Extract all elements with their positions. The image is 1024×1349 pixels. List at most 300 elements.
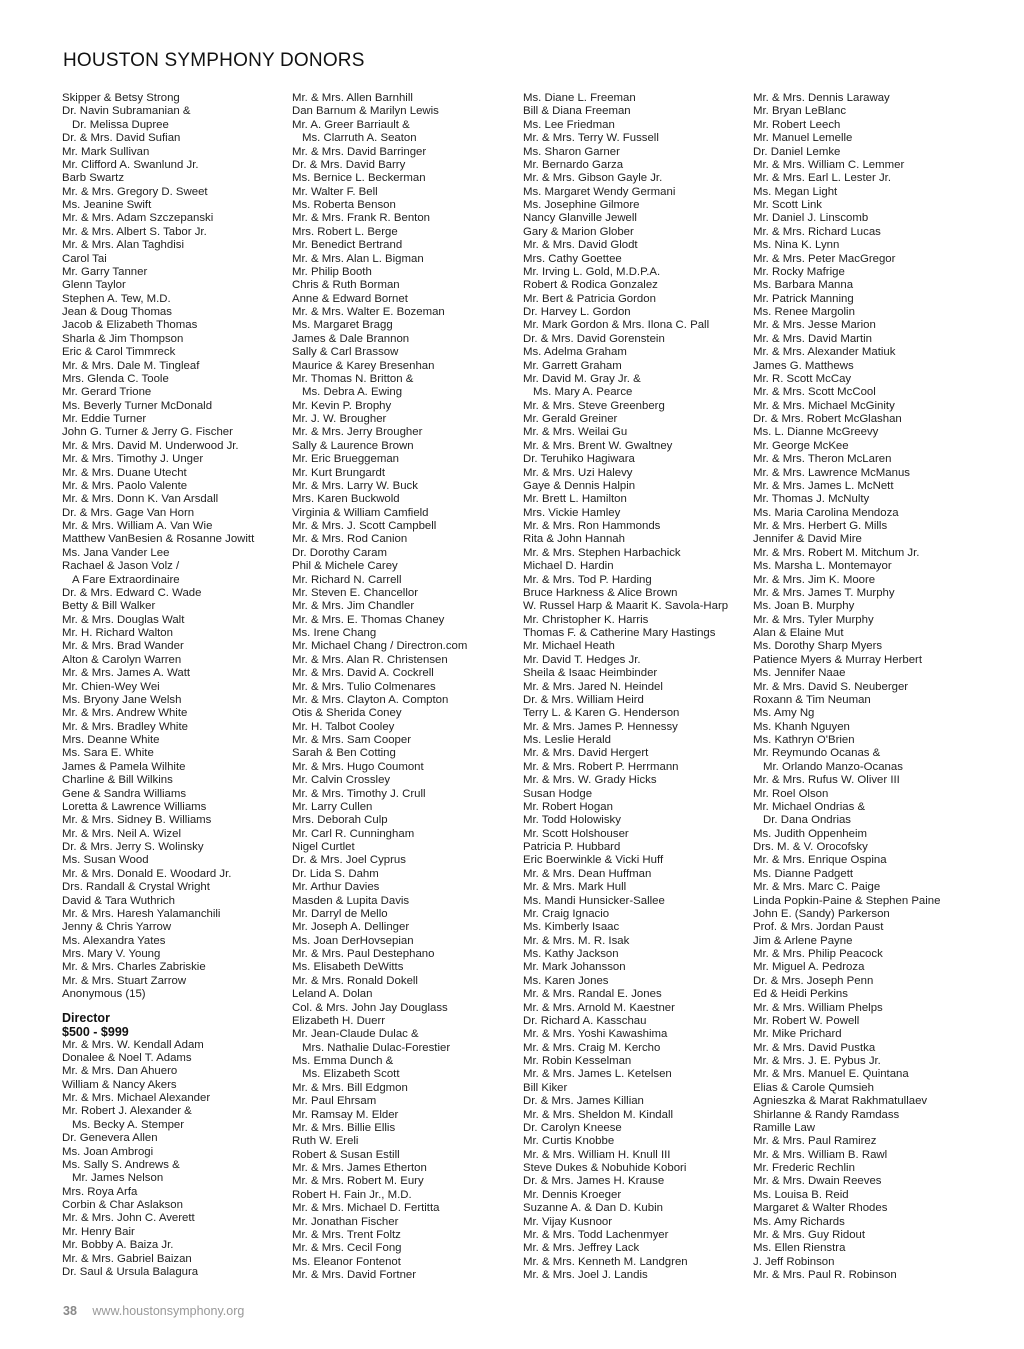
donor-entry: Mr. & Mrs. Donn K. Van Arsdall: [62, 493, 219, 506]
donor-entry: Mr. & Mrs. Terry W. Fussell: [523, 132, 659, 145]
donor-entry: Mr. Eddie Turner: [62, 413, 147, 425]
donor-entry: Mr. Robert W. Powell: [753, 1014, 860, 1027]
donor-entry: Ms. Leslie Herald: [523, 734, 611, 746]
donor-entry: Ms. Louisa B. Reid: [753, 1188, 849, 1201]
donor-entry: Mr. & Mrs. Duane Utecht: [62, 466, 187, 479]
donor-entry: Mr. & Mrs. Craig M. Kercho: [523, 1041, 661, 1054]
donor-entry-continued: Mr. Orlando Manzo-Ocanas: [763, 760, 903, 773]
donor-entry: Mrs. Deborah Culp: [292, 814, 388, 827]
donor-entry: Ms. Maria Carolina Mendoza: [753, 506, 899, 519]
donor-entry: Ms. Josephine Gilmore: [523, 199, 640, 211]
donor-entry: Jim & Arlene Payne: [753, 934, 853, 947]
donor-entry: Mr. & Mrs. Randal E. Jones: [523, 988, 662, 1001]
donor-entry: John G. Turner & Jerry G. Fischer: [62, 426, 233, 439]
donor-entry: Mr. & Mrs. Michael Alexander: [62, 1092, 211, 1104]
donor-entry: Mr. & Mrs. William H. Knull III: [523, 1148, 671, 1161]
donor-entry: Roxann & Tim Neuman: [753, 693, 871, 706]
donor-entry: Ms. Megan Light: [753, 185, 838, 198]
donor-entry: Maurice & Karey Bresenhan: [292, 359, 435, 372]
donor-entry: Mr. Larry Cullen: [292, 800, 373, 813]
donor-entry: Mr. & Mrs. Larry W. Buck: [292, 479, 418, 492]
donor-entry: Mr. Michael Heath: [523, 640, 615, 653]
donor-entry: Mr. & Mrs. Kenneth M. Landgren: [523, 1255, 688, 1268]
donor-entry: Dr. Dorothy Caram: [292, 546, 387, 559]
donor-entry: Mr. & Mrs. Billie Ellis: [292, 1121, 396, 1134]
donor-entry: Mr. Robert Hogan: [523, 800, 613, 813]
donor-entry: Ms. Joan B. Murphy: [753, 600, 855, 613]
donor-entry: Stephen A. Tew, M.D.: [62, 292, 171, 305]
donor-entry: Dr. Daniel Lemke: [753, 145, 841, 158]
donor-entry: Mr. & Mrs. Brent W. Gwaltney: [523, 439, 673, 452]
donor-entry: Mr. & Mrs. Rufus W. Oliver III: [753, 774, 900, 787]
donor-entry: Mr. & Mrs. Alexander Matiuk: [753, 346, 896, 359]
donor-entry: Ms. Roberta Benson: [292, 199, 396, 211]
donor-entry-continued: Ms. Clarruth A. Seaton: [302, 132, 417, 145]
donor-entry: Mr. H. Richard Walton: [62, 627, 173, 639]
donor-entry: Bill & Diana Freeman: [523, 105, 631, 118]
donor-entry: Matthew VanBesien & Rosanne Jowitt: [62, 533, 255, 546]
donor-entry: Ms. Karen Jones: [523, 974, 609, 987]
donor-entry: Chris & Ruth Borman: [292, 279, 400, 292]
donor-entry: Mr. & Mrs. David Glodt: [523, 239, 638, 252]
donor-entry: Mr. Irving L. Gold, M.D.P.A.: [523, 265, 661, 278]
donor-entry: James G. Matthews: [753, 359, 854, 372]
donor-entry: Mr. & Mrs. James A. Watt: [62, 667, 191, 680]
donor-entry: Mrs. Cathy Goettee: [523, 252, 622, 265]
donor-entry: Mr. Kevin P. Brophy: [292, 399, 392, 412]
donor-entry: Ms. Bryony Jane Welsh: [62, 693, 182, 706]
donor-entry: William & Nancy Akers: [62, 1078, 177, 1091]
donor-entry: Mr. Frederic Rechlin: [753, 1162, 855, 1174]
website-url: www.houstonsymphony.org: [92, 1304, 245, 1318]
donor-entry: Mr. & Mrs. Albert S. Tabor Jr.: [62, 225, 207, 238]
donor-entry: Rita & John Hannah: [523, 533, 625, 546]
donor-entry: Mr. Clifford A. Swanlund Jr.: [62, 158, 199, 171]
donor-entry: Ms. Khanh Nguyen: [753, 720, 850, 733]
donor-entry: Mr. & Mrs. David Pustka: [753, 1041, 876, 1054]
donor-column-4: [753, 92, 973, 1282]
donor-entry: Steve Dukes & Nobuhide Kobori: [523, 1162, 687, 1174]
donor-entry: Betty & Bill Walker: [62, 600, 156, 613]
donor-entry: Dr. Teruhiko Hagiwara: [523, 453, 635, 466]
donor-entry: Mr. & Mrs. Gibson Gayle Jr.: [523, 172, 663, 185]
donor-entry: Mrs. Deanne White: [62, 734, 160, 746]
donor-entry: Gene & Sandra Williams: [62, 787, 187, 800]
donor-entry: Mr. Philip Booth: [292, 265, 372, 278]
donor-column-2: [292, 92, 520, 1282]
donor-entry: Mr. & Mrs. Scott McCool: [753, 386, 876, 399]
donor-entry: Jennifer & David Mire: [753, 533, 862, 546]
donor-entry: Mr. & Mrs. James T. Murphy: [753, 586, 895, 599]
donor-entry: Phil & Michele Carey: [292, 560, 398, 573]
donor-entry: Dr. & Mrs. Robert McGlashan: [753, 413, 902, 425]
donor-entry: Mr. & Mrs. William B. Rawl: [753, 1148, 888, 1161]
donor-entry: Mrs. Vickie Hamley: [523, 506, 621, 519]
section-range: $500 - $999: [62, 1024, 129, 1039]
donor-entry: Anne & Edward Bornet: [292, 292, 408, 305]
donor-entry: Ms. Dorothy Sharp Myers: [753, 640, 883, 653]
donor-entry: Mr. Carl R. Cunningham: [292, 827, 415, 840]
donor-entry: Robert H. Fain Jr., M.D.: [292, 1188, 412, 1201]
donor-entry: Mr. & Mrs. Theron McLaren: [753, 453, 892, 466]
donor-entry: Mr. & Mrs. Rod Canion: [292, 533, 408, 546]
donor-entry: Ms. Kimberly Isaac: [523, 921, 620, 934]
donor-entry: Ms. Marsha L. Montemayor: [753, 560, 892, 573]
donor-entry: Mr. Mark Gordon & Mrs. Ilona C. Pall: [523, 319, 710, 332]
donor-entry: Ms. Ellen Rienstra: [753, 1242, 846, 1255]
donor-entry: Mr. Garry Tanner: [62, 265, 148, 278]
donor-entry: Mr. & Mrs. David Martin: [753, 332, 872, 345]
donor-entry: Mr. & Mrs. Jim Chandler: [292, 600, 415, 613]
donor-entry-continued: Mrs. Nathalie Dulac-Forestier: [302, 1041, 451, 1054]
donor-entry: Ms. Bernice L. Beckerman: [292, 172, 426, 185]
donor-entry: Mr. Benedict Bertrand: [292, 239, 403, 252]
donor-entry: Mr. Robert J. Alexander &: [62, 1105, 192, 1118]
donor-entry: Mr. & Mrs. James L. Ketelsen: [523, 1068, 672, 1081]
donor-entry: Rachael & Jason Volz /: [62, 560, 180, 573]
donor-entry: Mr. Michael Chang / Directron.com: [292, 640, 468, 653]
donor-entry: Dr. Carolyn Kneese: [523, 1121, 622, 1134]
donor-entry: Masden & Lupita Davis: [292, 894, 410, 907]
donor-entry: Mr. & Mrs. William A. Van Wie: [62, 520, 213, 532]
donor-entry: Mr. & Mrs. Neil A. Wizel: [62, 827, 181, 840]
donor-entry: Dr. & Mrs. David Sufian: [62, 132, 181, 145]
donor-entry: Ms. Eleanor Fontenot: [292, 1255, 401, 1268]
donor-entry: Linda Popkin-Paine & Stephen Paine: [753, 894, 941, 907]
donor-entry: Mr. Steven E. Chancellor: [292, 586, 418, 599]
donor-entry: Ms. Amy Richards: [753, 1215, 845, 1228]
donor-entry: Mr. Dennis Kroeger: [523, 1188, 622, 1201]
donor-entry: Mr. & Mrs. Donald E. Woodard Jr.: [62, 867, 232, 880]
donor-entry: Sharla & Jim Thompson: [62, 332, 184, 345]
donor-entry: Dr. & Mrs. James Killian: [523, 1095, 644, 1108]
donor-entry: Mr. & Mrs. J. E. Pybus Jr.: [753, 1055, 881, 1067]
donor-entry: Mr. & Mrs. Frank R. Benton: [292, 212, 430, 225]
donor-entry: Mr. & Mrs. James Etherton: [292, 1162, 427, 1174]
donor-entry: Jenny & Chris Yarrow: [62, 921, 172, 934]
donor-entry: Dr. & Mrs. James H. Krause: [523, 1175, 665, 1188]
donor-entry: Mr. & Mrs. Dwain Reeves: [753, 1175, 882, 1188]
donor-entry: Mr. & Mrs. Jim K. Moore: [753, 573, 876, 586]
donor-entry: Mr. & Mrs. Robert P. Herrmann: [523, 760, 679, 773]
donor-entry: Mr. Eric Brueggeman: [292, 453, 399, 466]
donor-entry: Ms. Sally S. Andrews &: [62, 1158, 180, 1171]
donor-entry: Mr. H. Talbot Cooley: [292, 720, 395, 733]
donor-entry: Mr. Calvin Crossley: [292, 774, 391, 787]
donor-entry: Mr. & Mrs. Walter E. Bozeman: [292, 306, 445, 318]
donor-entry: Ms. Renee Margolin: [753, 306, 855, 318]
donor-entry-continued: A Fare Extraordinaire: [72, 573, 180, 586]
donor-entry: Mr. R. Scott McCay: [753, 372, 852, 385]
donor-entry: Mr. Bryan LeBlanc: [753, 105, 847, 118]
donor-entry: Mr. & Mrs. Charles Zabriskie: [62, 961, 206, 974]
donor-entry: Nigel Curtlet: [292, 841, 355, 853]
donor-entry: Mr. Robert Leech: [753, 118, 841, 131]
donor-entry: Ms. Kathy Jackson: [523, 948, 619, 960]
donor-entry: Ms. Lee Friedman: [523, 118, 615, 131]
donor-entry: Mrs. Robert L. Berge: [292, 225, 398, 238]
donor-entry: Mr. Gerald Greiner: [523, 413, 618, 425]
donor-entry: Col. & Mrs. John Jay Douglass: [292, 1001, 448, 1014]
donor-entry: Mr. & Mrs. Dan Ahuero: [62, 1065, 178, 1078]
donor-entry: Mr. Manuel Lemelle: [753, 132, 853, 145]
donor-entry: Mr. A. Greer Barriault &: [292, 118, 410, 131]
donor-entry: Mr. & Mrs. Dennis Laraway: [753, 92, 890, 104]
donor-entry: Mr. & Mrs. Gabriel Baizan: [62, 1252, 192, 1265]
donor-entry: Ms. Sara E. White: [62, 747, 154, 760]
donor-entry: Mr. & Mrs. Ronald Dokell: [292, 974, 418, 987]
donor-entry: Mr. & Mrs. James L. McNett: [753, 479, 894, 492]
donor-entry: Mr. & Mrs. Bill Edgmon: [292, 1081, 408, 1094]
donor-entry: Mrs. Glenda C. Toole: [62, 372, 169, 385]
donor-entry: Ms. Emma Dunch &: [292, 1055, 394, 1067]
donor-entry: Mr. & Mrs. W. Grady Hicks: [523, 774, 657, 787]
donor-entry: Elias & Carole Qumsieh: [753, 1081, 874, 1094]
donor-entry: Mr. & Mrs. Tod P. Harding: [523, 573, 652, 586]
donor-entry: Mr. Todd Holowisky: [523, 814, 621, 827]
donor-entry: Mr. & Mrs. David S. Neuberger: [753, 680, 909, 693]
page-number: 38: [63, 1304, 77, 1318]
donor-entry: Mr. Gerard Trione: [62, 386, 152, 399]
donor-entry: Ms. L. Dianne McGreevy: [753, 426, 879, 439]
donor-entry: Mr. & Mrs. Cecil Fong: [292, 1242, 402, 1255]
donor-entry: Sarah & Ben Cotting: [292, 747, 396, 760]
donor-entry: Mr. & Mrs. Weilai Gu: [523, 426, 628, 439]
donor-entry: Mr. & Mrs. Uzi Halevy: [523, 466, 633, 479]
donor-entry: Mr. & Mrs. Ron Hammonds: [523, 520, 661, 532]
donor-entry: Ms. Nina K. Lynn: [753, 239, 840, 252]
donor-entry: John E. (Sandy) Parkerson: [753, 907, 890, 920]
donor-entry: Ms. Beverly Turner McDonald: [62, 399, 213, 412]
section-heading: Director: [62, 1010, 110, 1025]
donor-entry: Mr. & Mrs. Hugo Coumont: [292, 760, 424, 773]
donor-entry: Shirlanne & Randy Ramdass: [753, 1108, 900, 1121]
donor-entry: Dr. & Mrs. Gage Van Horn: [62, 506, 195, 519]
donor-entry: Mr. & Mrs. Stephen Harbachick: [523, 546, 681, 559]
donor-entry: Mr. Rocky Mafrige: [753, 265, 845, 278]
donor-entry: Mr. & Mrs. William C. Lemmer: [753, 158, 905, 171]
donor-entry: Mr. Scott Holshouser: [523, 827, 629, 840]
donor-entry: Mr. Mark Sullivan: [62, 145, 150, 158]
donor-entry: Donalee & Noel T. Adams: [62, 1051, 192, 1064]
donor-entry: Patricia P. Hubbard: [523, 841, 621, 853]
donor-entry: Ruth W. Ereli: [292, 1135, 359, 1148]
donor-entry: Mr. & Mrs. Mark Hull: [523, 881, 627, 894]
donor-entry: Ms. Margaret Bragg: [292, 319, 393, 332]
donor-entry: Mr. David T. Hedges Jr.: [523, 653, 641, 666]
donor-entry: Mr. & Mrs. James P. Hennessy: [523, 720, 678, 733]
donor-entry: Skipper & Betsy Strong: [62, 92, 180, 104]
donor-entry: Sheila & Isaac Heimbinder: [523, 667, 658, 680]
donor-entry: Mr. & Mrs. Richard Lucas: [753, 225, 881, 238]
donor-entry: Mr. & Mrs. Yoshi Kawashima: [523, 1028, 668, 1041]
donor-entry: Mr. Jonathan Fischer: [292, 1215, 399, 1228]
donor-entry: Mr. & Mrs. J. Scott Campbell: [292, 520, 437, 532]
donor-column-1: [62, 92, 290, 1279]
donor-entry: Ms. Elisabeth DeWitts: [292, 961, 404, 974]
donor-entry: Mr. & Mrs. Andrew White: [62, 707, 188, 720]
donor-entry: Terry L. & Karen G. Henderson: [523, 707, 680, 720]
donor-entry: Ms. Alexandra Yates: [62, 934, 166, 947]
donor-entry: Dr. & Mrs. David Gorenstein: [523, 332, 665, 345]
donor-entry-continued: Ms. Elizabeth Scott: [302, 1068, 400, 1081]
donor-entry: Nancy Glanville Jewell: [523, 212, 637, 225]
donor-entry: Mr. & Mrs. Adam Szczepanski: [62, 212, 214, 225]
donor-entry: Mr. Walter F. Bell: [292, 185, 378, 198]
donor-entry: David & Tara Wuthrich: [62, 894, 175, 907]
donor-entry: Suzanne A. & Dan D. Kubin: [523, 1202, 663, 1215]
donor-entry: Mr. Daniel J. Linscomb: [753, 212, 869, 225]
donor-entry: Ms. Barbara Manna: [753, 279, 854, 292]
donor-entry: Mr. & Mrs. Douglas Walt: [62, 613, 185, 626]
donor-entry: Mr. & Mrs. Robert M. Mitchum Jr.: [753, 546, 920, 559]
donor-entry: Loretta & Lawrence Williams: [62, 800, 207, 813]
donor-entry: Mr. & Mrs. Jerry Brougher: [292, 426, 423, 439]
donor-entry: Mrs. Mary V. Young: [62, 948, 161, 960]
donor-entry: Mr. & Mrs. Bradley White: [62, 720, 188, 733]
donor-entry: Mr. Christopher K. Harris: [523, 613, 649, 626]
donor-entry: Ms. Judith Oppenheim: [753, 827, 867, 840]
donor-entry: Mrs. Roya Arfa: [62, 1185, 138, 1198]
donor-entry: Ms. Amy Ng: [753, 707, 815, 720]
donor-entry: Mr. Curtis Knobbe: [523, 1135, 615, 1148]
donor-entry: Bruce Harkness & Alice Brown: [523, 586, 678, 599]
donor-entry: Mr. & Mrs. Robert M. Eury: [292, 1175, 424, 1188]
donor-entry: Mr. & Mrs. Alan Taghdisi: [62, 239, 184, 252]
donor-entry: Mr. & Mrs. Trent Foltz: [292, 1228, 401, 1241]
donor-entry: Mr. Vijay Kusnoor: [523, 1215, 613, 1228]
donor-entry-continued: Ms. Debra A. Ewing: [302, 386, 403, 399]
donor-entry: Mr. & Mrs. Dean Huffman: [523, 867, 652, 880]
donor-entry: Dr. & Mrs. William Heird: [523, 693, 644, 706]
donor-entry: Mr. Roel Olson: [753, 787, 829, 800]
donor-entry: Ms. Margaret Wendy Germani: [523, 185, 676, 198]
donor-entry: Robert & Susan Estill: [292, 1148, 400, 1161]
donor-entry: Otis & Sherida Coney: [292, 707, 402, 720]
donor-entry: Mr. Michael Ondrias &: [753, 800, 866, 813]
donor-entry: Mr. & Mrs. Haresh Yalamanchili: [62, 907, 221, 920]
donor-entry: Mr. Patrick Manning: [753, 292, 854, 305]
donor-entry-continued: Ms. Becky A. Stemper: [72, 1118, 185, 1131]
donor-entry: Mr. Darryl de Mello: [292, 907, 388, 920]
donor-entry: Mr. Paul Ehrsam: [292, 1095, 377, 1108]
donor-entry: Mr. & Mrs. Paolo Valente: [62, 479, 188, 492]
donor-entry: Elizabeth H. Duerr: [292, 1014, 386, 1027]
donor-entry: Mr. & Mrs. Alan R. Christensen: [292, 653, 448, 666]
donor-entry: Ms. Sharon Garner: [523, 145, 620, 158]
donor-entry: Mr. & Mrs. Brad Wander: [62, 640, 184, 653]
page-title: HOUSTON SYMPHONY DONORS: [63, 50, 365, 71]
donor-entry: Mr. & Mrs. David Barringer: [292, 145, 427, 158]
donor-entry: Mr. & Mrs. Sam Cooper: [292, 734, 411, 746]
donor-entry: Mr. Thomas J. McNulty: [753, 493, 870, 506]
donor-entry: Dr. Richard A. Kasschau: [523, 1014, 647, 1027]
donor-entry: Mr. Kurt Brungardt: [292, 466, 386, 479]
donor-entry: Mr. & Mrs. M. R. Isak: [523, 934, 630, 947]
donor-entry: James & Pamela Wilhite: [62, 760, 186, 773]
donor-entry: Mr. & Mrs. Jared N. Heindel: [523, 680, 663, 693]
donor-entry: Sally & Carl Brassow: [292, 346, 399, 359]
donor-entry: J. Jeff Robinson: [753, 1255, 835, 1268]
donor-entry: Glenn Taylor: [62, 279, 126, 292]
donor-entry: Mr. & Mrs. Clayton A. Compton: [292, 693, 449, 706]
donor-entry: Dr. & Mrs. David Barry: [292, 158, 406, 171]
donor-entry: Mr. & Mrs. David Hergert: [523, 747, 649, 760]
donor-entry: Mr. Thomas N. Britton &: [292, 372, 414, 385]
donor-entry: Gary & Marion Glober: [523, 225, 634, 238]
donor-entry: Mr. & Mrs. Paul Ramirez: [753, 1135, 877, 1148]
donor-entry: Dr. & Mrs. Edward C. Wade: [62, 586, 202, 599]
donor-entry: Ms. Joan Ambrogi: [62, 1145, 154, 1158]
donor-entry: W. Russel Harp & Maarit K. Savola-Harp: [523, 600, 729, 613]
donor-entry: Mr. & Mrs. William Phelps: [753, 1001, 883, 1014]
donor-entry: Dr. & Mrs. Joseph Penn: [753, 974, 874, 987]
donor-entry: Ms. Jennifer Naae: [753, 667, 846, 680]
donor-entry: Mr. & Mrs. Sheldon M. Kindall: [523, 1108, 674, 1121]
donor-entry: Mr. & Mrs. Alan L. Bigman: [292, 252, 424, 265]
donor-entry: Sally & Laurence Brown: [292, 439, 414, 452]
donor-entry: Mr. & Mrs. Jeffrey Lack: [523, 1242, 640, 1255]
donor-entry: Alton & Carolyn Warren: [62, 653, 182, 666]
donor-entry: Mr. & Mrs. Philip Peacock: [753, 948, 883, 960]
donor-entry: Ms. Adelma Graham: [523, 346, 627, 359]
donor-entry: Mr. & Mrs. Earl L. Lester Jr.: [753, 172, 891, 185]
donor-entry: Mr. Chien-Wey Wei: [62, 680, 160, 693]
donor-entry: Mr. & Mrs. Enrique Ospina: [753, 854, 887, 867]
donor-entry: Ms. Mandi Hunsicker-Sallee: [523, 894, 665, 907]
donor-entry: James & Dale Brannon: [292, 332, 410, 345]
donor-entry: Mr. & Mrs. David Fortner: [292, 1269, 417, 1281]
donor-entry: Mr. Bert & Patricia Gordon: [523, 292, 656, 305]
donor-entry: Michael D. Hardin: [523, 560, 614, 573]
donor-entry: Mr. & Mrs. Stuart Zarrow: [62, 974, 187, 987]
donor-entry: Mr. Jean-Claude Dulac &: [292, 1028, 419, 1041]
donor-entry: Patience Myers & Murray Herbert: [753, 653, 923, 666]
donor-entry: Barb Swartz: [62, 172, 125, 185]
donor-entry: Mr. Craig Ignacio: [523, 907, 610, 920]
donor-entry: Ms. Dianne Padgett: [753, 867, 854, 880]
donor-entry: Mr. & Mrs. Timothy J. Crull: [292, 787, 426, 800]
donor-entry: Mr. & Mrs. Timothy J. Unger: [62, 453, 204, 466]
donor-entry: Ms. Diane L. Freeman: [523, 92, 636, 104]
donor-entry: Mr. Henry Bair: [62, 1225, 135, 1238]
donor-entry: Mr. & Mrs. Jesse Marion: [753, 319, 876, 332]
donor-entry: Ms. Susan Wood: [62, 854, 149, 867]
donor-entry: Mr. & Mrs. Herbert G. Mills: [753, 520, 888, 532]
donor-entry: Mr. Miguel A. Pedroza: [753, 961, 865, 974]
donor-entry: Dr. Harvey L. Gordon: [523, 306, 631, 318]
donor-entry: Mr. & Mrs. Dale M. Tingleaf: [62, 359, 200, 372]
donor-entry: Anonymous (15): [62, 988, 146, 1001]
donor-entry: Mr. Richard N. Carrell: [292, 573, 402, 586]
donor-entry-continued: Dr. Melissa Dupree: [72, 118, 169, 131]
donor-entry: Mr. & Mrs. Sidney B. Williams: [62, 814, 212, 827]
donor-column-3: [523, 92, 751, 1282]
donor-entry: Mr. & Mrs. John C. Averett: [62, 1212, 195, 1225]
donor-entry: Mr. & Mrs. Steve Greenberg: [523, 399, 665, 412]
donor-entry: Mr. & Mrs. Guy Ridout: [753, 1228, 866, 1241]
donor-entry: Mr. Mike Prichard: [753, 1028, 842, 1041]
donor-entry: Ms. Joan DerHovsepian: [292, 934, 414, 947]
donor-entry: Ms. Jeanine Swift: [62, 199, 152, 211]
donor-entry: Dr. Navin Subramanian &: [62, 105, 191, 118]
donor-entry: Robert & Rodica Gonzalez: [523, 279, 658, 292]
donor-entry: Mr. & Mrs. Tyler Murphy: [753, 613, 874, 626]
donor-entry: Ms. Kathryn O'Brien: [753, 734, 855, 746]
donor-entry: Mr. & Mrs. Peter MacGregor: [753, 252, 896, 265]
donor-entry: Mr. Brett L. Hamilton: [523, 493, 627, 506]
donor-entry: Corbin & Char Aslakson: [62, 1199, 183, 1211]
